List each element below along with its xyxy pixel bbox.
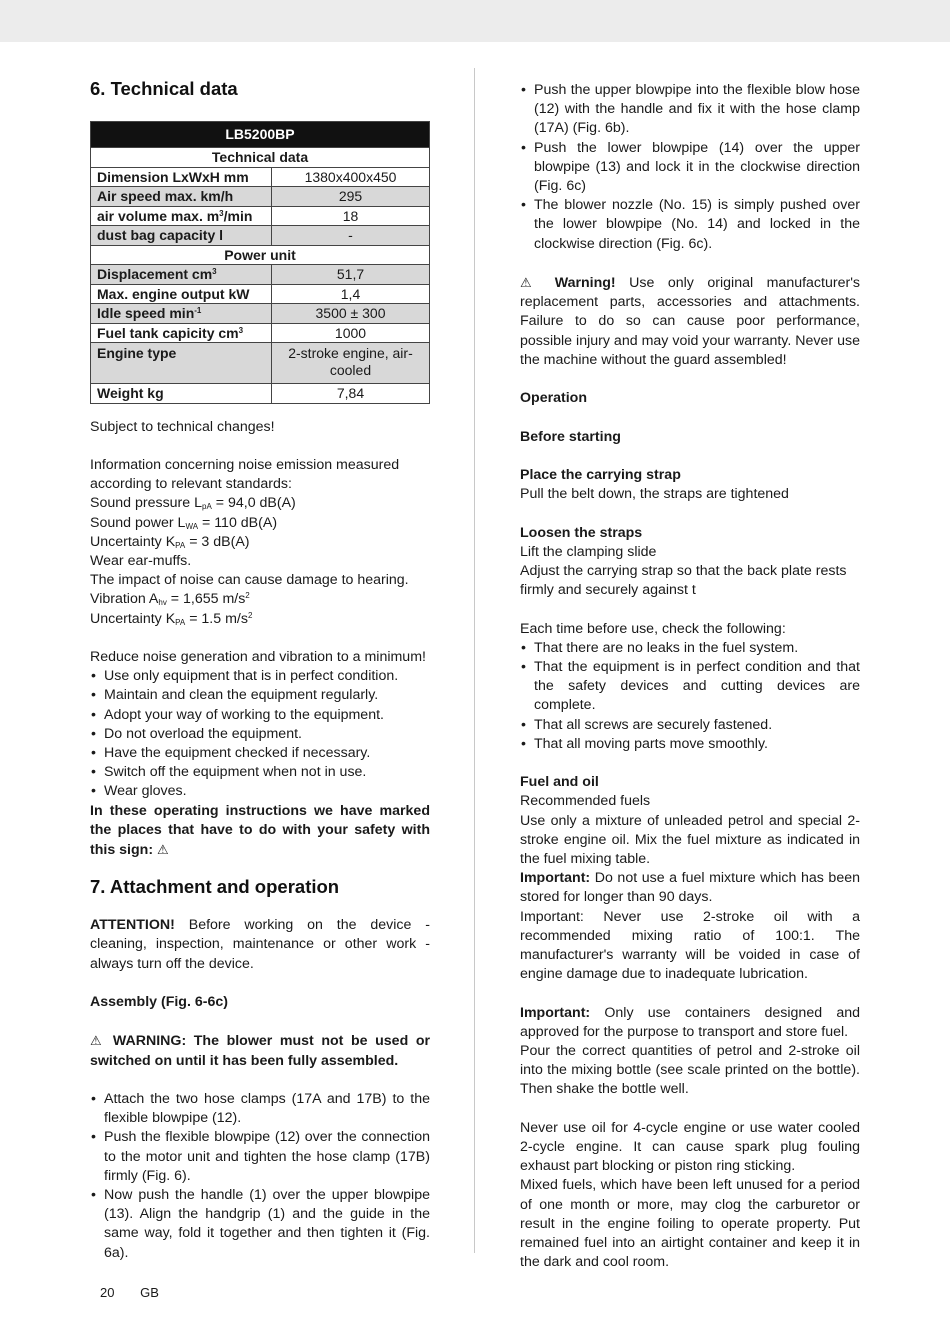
important-storage: Important: Do not use a fuel mixture which has been stored for longer than 90 days. xyxy=(520,870,860,906)
table-row xyxy=(91,384,430,404)
language-code: GB xyxy=(140,1285,159,1300)
row-label: Max. engine output kW xyxy=(91,284,272,304)
list-item: • That all moving parts move smoothly. xyxy=(520,735,860,754)
list-item: • Push the lower blowpipe (14) over the upper blowpipe (13) and lock it in the clockwise direction (Fig. 6c) xyxy=(520,139,860,197)
row-value: 295 xyxy=(272,187,430,207)
before-starting-heading: Before starting xyxy=(520,428,621,445)
list-item: • Have the equipment checked if necessary. xyxy=(90,744,430,763)
list-item: • Switch off the equipment when not in use. xyxy=(90,763,430,782)
fuel-text: Use only a mixture of unleaded petrol and special 2-stroke engine oil. Mix the fuel mixture as indicated in the fuel mixing table. xyxy=(520,812,860,868)
page-number: 20 xyxy=(100,1285,115,1300)
uncertainty-sound: Uncertainty $K_{PA} = 3$ dB(A) xyxy=(90,533,250,550)
table-row xyxy=(91,206,430,226)
list-item: • Do not overload the equipment. xyxy=(90,725,430,744)
table-row xyxy=(91,304,430,324)
list-item: • That there are no leaks in the fuel system. xyxy=(520,639,860,658)
warning-triangle-icon: ⚠ xyxy=(520,275,542,291)
assembly-list-continued xyxy=(520,81,860,254)
check-intro: Each time before use, check the following: xyxy=(520,620,786,637)
warning-triangle-icon: ⚠ xyxy=(157,841,169,857)
vibration: Vibration $A_{hv} = 1,655$ $m/s^2$ xyxy=(90,591,250,608)
assembly-warning: ⚠ WARNING: The blower must not be used or switched on until it has been fully assembled. xyxy=(90,1033,431,1069)
safety-note: In these operating instructions we have marked the places that have to do with your safety with this sign: ⚠ xyxy=(90,802,430,858)
subject-note: Subject to technical changes! xyxy=(90,418,275,435)
sound-pressure: Sound pressure $L_{pA} = 94,0$ dB(A) xyxy=(90,495,296,512)
reduce-heading: Reduce noise generation and vibration to a minimum! xyxy=(90,648,426,665)
loosen-line-2: Adjust the carrying strap so that the back plate rests firmly and securely against t xyxy=(520,563,847,599)
pour-text: Pour the correct quantities of petrol and 2-stroke oil into the mixing bottle (see scale printed on the bottle). Then shake the bottle well. xyxy=(520,1043,860,1098)
never-use-text: Never use oil for 4-cycle engine or use water cooled 2-cycle engine. It can cause spark plug fouling exhaust part blocking or piston ring sticking. xyxy=(520,1119,860,1175)
list-item: • Maintain and clean the equipment regularly. xyxy=(90,686,430,705)
section-7-title: 7. Attachment and operation xyxy=(90,876,340,898)
warning-triangle-icon: ⚠ xyxy=(90,1033,106,1049)
operation-heading: Operation xyxy=(520,390,588,407)
power-unit-heading: Power unit xyxy=(91,245,430,265)
uncertainty-vibration: Uncertainty $K_{PA} = 1.5$ $m/s^2$ xyxy=(90,610,253,627)
check-list xyxy=(520,639,860,754)
list-item: • Attach the two hose clamps (17A and 17B) to the flexible blowpipe (12). xyxy=(90,1090,430,1128)
right-column xyxy=(520,81,860,1272)
list-item: • The blower nozzle (No. 15) is simply pushed over the lower blowpipe (No. 14) and locked in the clockwise direction (Fig. 6c). xyxy=(520,196,860,254)
list-item: • Push the upper blowpipe into the flexible blow hose (12) with the handle and fix it with the hose clamp (17A) (Fig. 6b). xyxy=(520,81,860,139)
left-column xyxy=(90,78,430,1263)
row-label: Engine type xyxy=(91,343,272,384)
loosen-line-1: Lift the clamping slide xyxy=(520,543,657,560)
row-label: air volume max. $m^3/\min$ xyxy=(91,206,272,226)
model-header: LB5200BP xyxy=(91,122,430,148)
row-label: Dimension LxWxH mm xyxy=(91,167,272,187)
technical-data-table xyxy=(90,121,430,404)
table-row xyxy=(91,343,430,384)
column-divider xyxy=(474,68,475,1253)
row-label: Displacement $cm^3$ xyxy=(91,265,272,285)
reduce-list xyxy=(90,667,430,801)
ear-muffs-note: Wear ear-muffs. xyxy=(90,552,192,569)
recommended-fuels: Recommended fuels xyxy=(520,793,651,810)
assembly-list xyxy=(90,1090,430,1263)
list-item: • Use only equipment that is in perfect condition. xyxy=(90,667,430,686)
table-row xyxy=(91,284,430,304)
row-value: 3500 ± 300 xyxy=(272,304,430,324)
row-value: 18 xyxy=(272,206,430,226)
row-value: 1000 xyxy=(272,323,430,343)
important-oil-ratio: Important: Never use 2-stroke oil with a recommended mixing ratio of 100:1. The manufacturer's warranty will be voided in case of engine damage due to inadequate lubrication. xyxy=(520,908,860,983)
list-item: • That the equipment is in perfect condition and that the safety devices and cutting devices are complete. xyxy=(520,658,860,716)
table-row xyxy=(91,226,430,246)
table-row xyxy=(91,187,430,207)
list-item: • Push the flexible blowpipe (12) over the connection to the motor unit and tighten the hose clamp (17B) firmly (Fig. 6). xyxy=(90,1128,430,1186)
section-6-title: 6. Technical data xyxy=(90,78,238,99)
carrying-strap-text: Pull the belt down, the straps are tightened xyxy=(520,486,789,503)
mixed-fuels-text: Mixed fuels, which have been left unused for a period of one month or more, may clog the carburetor or result in the engine foiling to operate property. Put remained fuel into an airtight container and keep it in the dark and cool room. xyxy=(520,1177,860,1271)
list-item: • Now push the handle (1) over the upper blowpipe (13). Align the handgrip (1) and the guide in the same way, fold it together and then tighten it (Fig. 6a). xyxy=(90,1186,430,1263)
row-value: 2-stroke engine, air-cooled xyxy=(272,343,430,384)
carrying-strap-heading: Place the carrying strap xyxy=(520,467,681,483)
loosen-straps-heading: Loosen the straps xyxy=(520,524,643,541)
sound-power: Sound power $L_{WA} = 110$ dB(A) xyxy=(90,514,278,531)
impact-note: The impact of noise can cause damage to hearing. xyxy=(90,572,409,589)
row-value: 51,7 xyxy=(272,265,430,285)
list-item: • Adopt your way of working to the equipment. xyxy=(90,706,430,725)
row-label: Fuel tank capicity $cm^3$ xyxy=(91,323,272,343)
warning-paragraph: ⚠ Warning! Use only original manufacturer's replacement parts, accessories and attachments. Failure to do so can cause poor performance, possible injury and may void your warranty. Never use the machine without the guard assembled! xyxy=(520,275,860,368)
row-label: Air speed max. km/h xyxy=(91,187,272,207)
important-containers: Important: Only use containers designed and approved for the purpose to transport and store fuel. xyxy=(520,1004,860,1040)
table-row xyxy=(91,167,430,187)
fuel-oil-heading: Fuel and oil xyxy=(520,774,599,791)
noise-intro: Information concerning noise emission measured according to relevant standards: xyxy=(90,456,400,493)
page-footer xyxy=(100,1283,181,1302)
attention-paragraph: ATTENTION! Before working on the device - cleaning, inspection, maintenance or other work - always turn off the device. xyxy=(90,917,430,972)
technical-data-heading: Technical data xyxy=(91,148,430,168)
row-label: dust bag capacity l xyxy=(91,226,272,246)
row-label: Weight kg xyxy=(91,384,272,404)
row-value: 1380x400x450 xyxy=(272,167,430,187)
list-item: • That all screws are securely fastened. xyxy=(520,716,860,735)
row-value: - xyxy=(272,226,430,246)
table-row xyxy=(91,323,430,343)
top-bar xyxy=(0,0,950,42)
assembly-heading: Assembly (Fig. 6-6c) xyxy=(90,993,228,1010)
list-item: • Wear gloves. xyxy=(90,782,430,801)
row-value: 1,4 xyxy=(272,284,430,304)
row-value: 7,84 xyxy=(272,384,430,404)
table-row xyxy=(91,265,430,285)
row-label: Idle speed $\min^{-1}$ xyxy=(91,304,272,324)
